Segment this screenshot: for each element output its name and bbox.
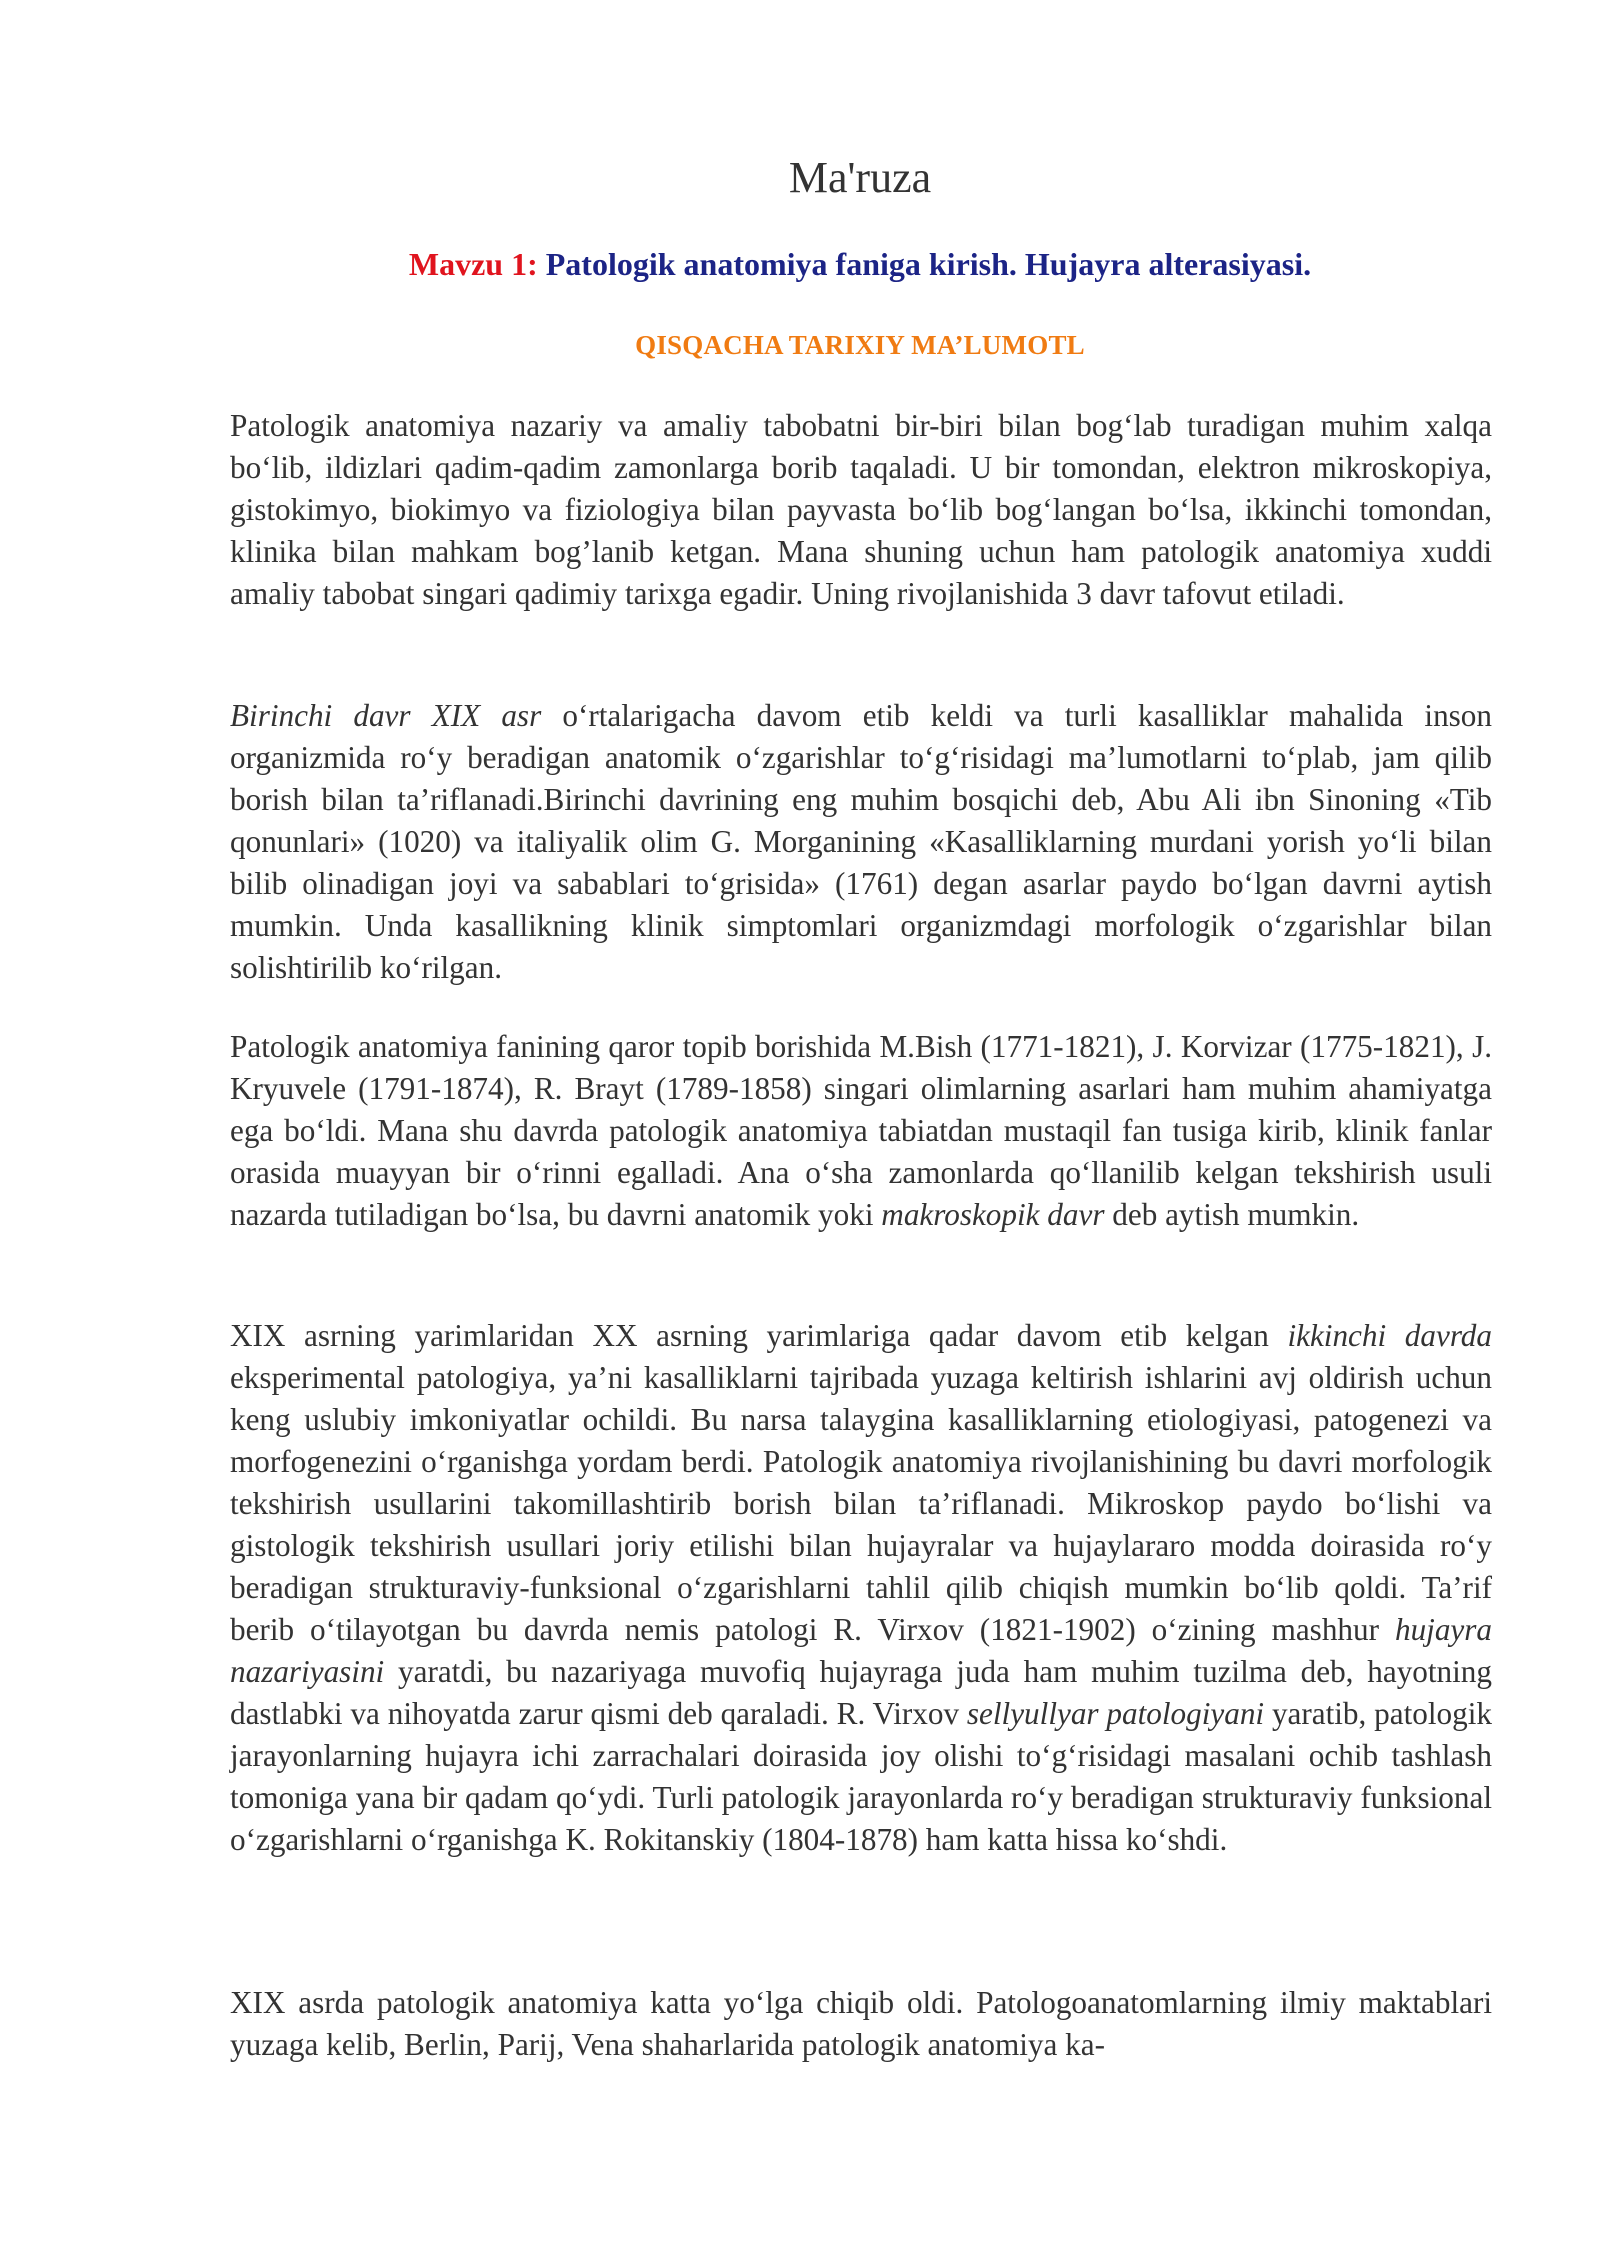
topic-heading bbox=[0, 246, 1600, 283]
topic-text: Patologik anatomiya faniga kirish. Hujayra alterasiyasi. bbox=[545, 246, 1312, 282]
topic-label: Mavzu 1: bbox=[408, 246, 538, 282]
paragraph-3 bbox=[230, 1026, 1492, 1236]
paragraph-2-text: oʻrtalarigacha davom etib keldi va turli kasalliklar mahalida inson organizmida roʻy beradigan anatomik oʻzgarishlar toʻgʻrisidagi ma’lumotlarni toʻplab, jam qilib borish bilan ta’riflanadi.Birinchi davrining eng muhim bosqichi deb, Abu Ali ibn Sinoning «Tib qonunlari» (1020) va italiyalik olim G. Morganining «Kasalliklarning murdani yorish yoʻli bilan bilib olinadigan joyi va sabablari toʻgrisida» (1761) degan asarlar paydo boʻlgan davrni aytish mumkin. Unda kasallikning klinik simptomlari organizmdagi morfologik oʻzgarishlar bilan solishtirilib koʻrilgan. bbox=[230, 698, 1492, 985]
paragraph-2 bbox=[230, 695, 1492, 989]
paragraph-4-text-mid-2: yaratdi, bu nazariyaga muvofiq hujayraga juda ham muhim tuzilma deb, hayotning dastlabki va nihoyatda zarur qismi deb qaraladi. R. Virxov bbox=[230, 1654, 1492, 1731]
paragraph-3-italic: makroskopik davr bbox=[881, 1197, 1105, 1232]
paragraph-4-text-start: XIX asrning yarimlaridan XX asrning yarimlariga qadar davom etib kelgan bbox=[230, 1318, 1288, 1353]
paragraph-4-italic-1: ikkinchi davrda bbox=[1287, 1318, 1492, 1353]
paragraph-2-italic: Birinchi davr XIX asr bbox=[230, 698, 542, 733]
paragraph-4-italic-3: sellyullyar patologiyani bbox=[966, 1696, 1265, 1731]
paragraph-4-italic-2: hujayra nazariyasini bbox=[230, 1612, 1492, 1689]
paragraph-1: Patologik anatomiya nazariy va amaliy tabobatni bir-biri bilan bogʻlab turadigan muhim xalqa boʻlib, ildizlari qadim-qadim zamonlarga borib taqaladi. U bir tomondan, elektron mikroskopiya, gistokimyo, biokimyo va fiziologiya bilan payvasta boʻlib bogʻlangan boʻlsa, ikkinchi tomondan, klinika bilan mahkam bog’lanib ketgan. Mana shuning uchun ham patologik anatomiya xuddi amaliy tabobat singari qadimiy tarixga egadir. Uning rivojlanishida 3 davr tafovut etiladi. bbox=[230, 408, 1492, 611]
section-heading: QISQACHA TARIXIY MA’LUMOTL bbox=[635, 330, 1085, 360]
paragraph-4-text-end: yaratib, patologik jarayonlarning hujayra ichi zarrachalari doirasida joy olishi toʻgʻrisidagi masalani ochib tashlash tomoniga yana bir qadam qoʻydi. Turli patologik jarayonlarda roʻy beradigan strukturaviy funksional oʻzgarishlarni oʻrganishga K. Rokitanskiy (1804-1878) ham katta hissa koʻshdi. bbox=[230, 1696, 1492, 1857]
paragraph-3-text-start: Patologik anatomiya fanining qaror topib borishida M.Bish (1771-1821), J. Korvizar (1775-1821), J. Kryuvele (1791-1874), R. Brayt (1789-1858) singari olimlarning asarlari ham muhim ahamiyatga ega boʻldi. Mana shu davrda patologik anatomiya tabiatdan mustaqil fan tusiga kirib, klinik fanlar orasida muayyan bir oʻrinni egalladi. Ana oʻsha zamonlarda qoʻllanilib kelgan tekshirish usuli nazarda tutiladigan boʻlsa, bu davrni anatomik yoki bbox=[230, 1029, 1492, 1232]
paragraph-3-text-end: deb aytish mumkin. bbox=[1104, 1197, 1360, 1232]
paragraph-4 bbox=[230, 1315, 1492, 1861]
paragraph-5: XIX asrda patologik anatomiya katta yoʻlga chiqib oldi. Patologoanatomlarning ilmiy maktablari yuzaga kelib, Berlin, Parij, Vena shaharlarida patologik anatomiya ka- bbox=[230, 1985, 1492, 2062]
document-title: Ma'ruza bbox=[788, 153, 932, 202]
paragraph-4-text-mid-1: eksperimental patologiya, ya’ni kasalliklarni tajribada yuzaga keltirish ishlarini avj oldirish uchun keng uslubiy imkoniyatlar ochildi. Bu narsa talaygina kasalliklarning etiologiyasi, patogenezi va morfogenezini oʻrganishga yordam berdi. Patologik anatomiya rivojlanishining bu davri morfologik tekshirish usullarini takomillashtirib borish bilan ta’riflanadi. Mikroskop paydo boʻlishi va gistologik tekshirish usullari joriy etilishi bilan hujayralar va hujaylararo modda doirasida roʻy beradigan strukturaviy-funksional oʻzgarishlarni tahlil qilib chiqish mumkin boʻlib qoldi. Ta’rif berib oʻtilayotgan bu davrda nemis patologi R. Virxov (1821-1902) oʻzining mashhur bbox=[230, 1360, 1492, 1647]
